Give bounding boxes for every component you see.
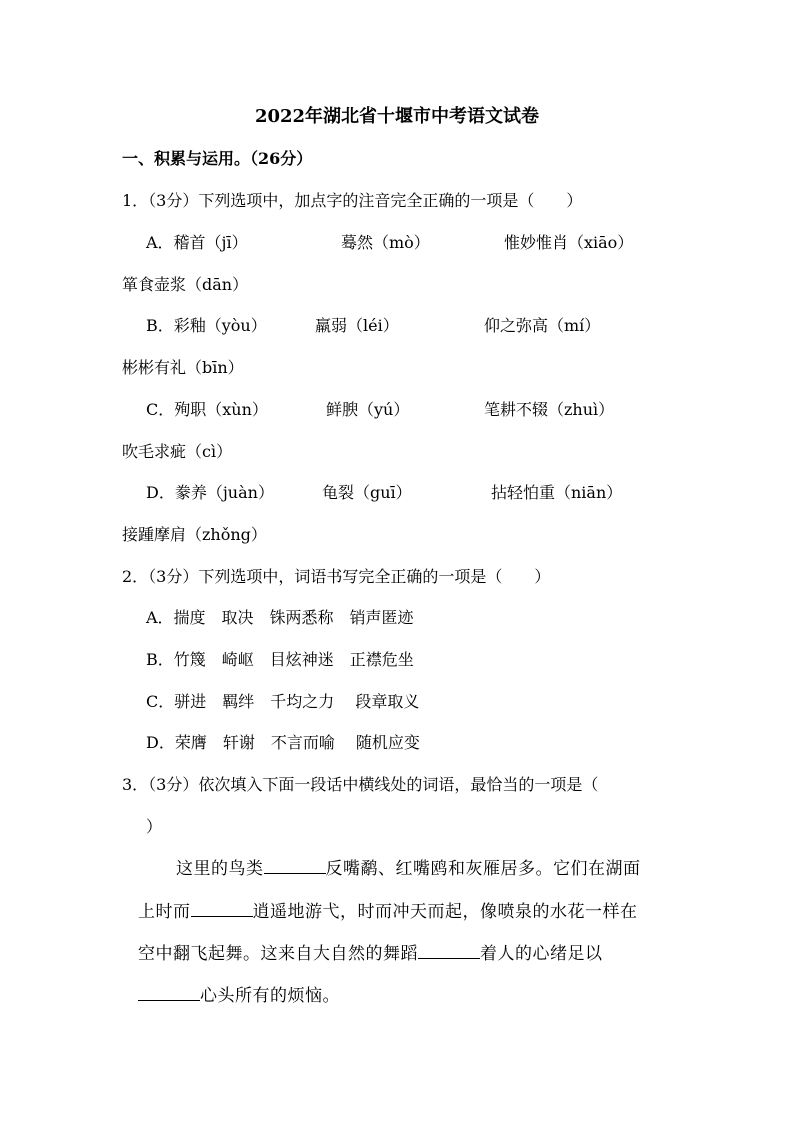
question-2-option-c: C．骈进 羁绊 千均之力 段章取义 xyxy=(146,692,420,711)
passage-line-1: 这里的鸟类 反嘴鹬、红嘴鸥和灰雁居多。它们在湖面 xyxy=(176,855,641,881)
question-1-stem: 1．（3分）下列选项中，加点字的注音完全正确的一项是（ ） xyxy=(122,191,583,210)
question-1-option-c-cont: 吹毛求疵（cì） xyxy=(122,442,233,461)
passage-line-3: 空中翻飞起舞。这来自大自然的舞蹈 着人的心绪足以 xyxy=(138,940,603,966)
answer-blank-2 xyxy=(191,898,253,917)
question-3-stem: 3．（3分）依次填入下面一段话中横线处的词语，最恰当的一项是（ xyxy=(122,775,599,794)
answer-blank-3 xyxy=(418,940,480,959)
question-2-option-b: B．竹篾 崎岖 目炫神迷 正襟危坐 xyxy=(146,650,414,669)
answer-blank-4 xyxy=(138,982,200,1001)
section-heading: 一、积累与运用。（26分） xyxy=(122,149,313,168)
question-1-option-c: C．殉职（xùn） 鲜腴（yú） 笔耕不辍（zhuì） xyxy=(146,400,615,419)
question-1-option-d: D．豢养（juàn） 龟裂（guī） 拈轻怕重（niān） xyxy=(146,483,623,502)
answer-blank-1 xyxy=(264,855,326,874)
passage-line-2: 上时而 逍遥地游弋，时而冲天而起，像喷泉的水花一样在 xyxy=(138,898,638,924)
question-1-option-b: B．彩釉（yòu） 羸弱（léi） 仰之弥高（mí） xyxy=(146,316,601,335)
question-2-stem: 2．（3分）下列选项中，词语书写完全正确的一项是（ ） xyxy=(122,567,551,586)
passage-line-4: 心头所有的烦恼。 xyxy=(138,982,340,1008)
question-1-option-a: A．稽首（jī） 蓦然（mò） 惟妙惟肖（xiāo） xyxy=(146,233,634,252)
question-2-option-a: A．揣度 取决 铢两悉称 销声匿迹 xyxy=(146,608,414,627)
question-1-option-d-cont: 接踵摩肩（zhǒng） xyxy=(122,525,267,544)
question-2-option-d: D．荣膺 轩谢 不言而喻 随机应变 xyxy=(146,733,420,752)
question-1-option-b-cont: 彬彬有礼（bīn） xyxy=(122,358,244,377)
page-title: 2022年湖北省十堰市中考语文试卷 xyxy=(254,106,540,127)
question-1-option-a-cont: 箪食壶浆（dān） xyxy=(122,275,249,294)
question-3-stem-end: ） xyxy=(146,817,163,836)
